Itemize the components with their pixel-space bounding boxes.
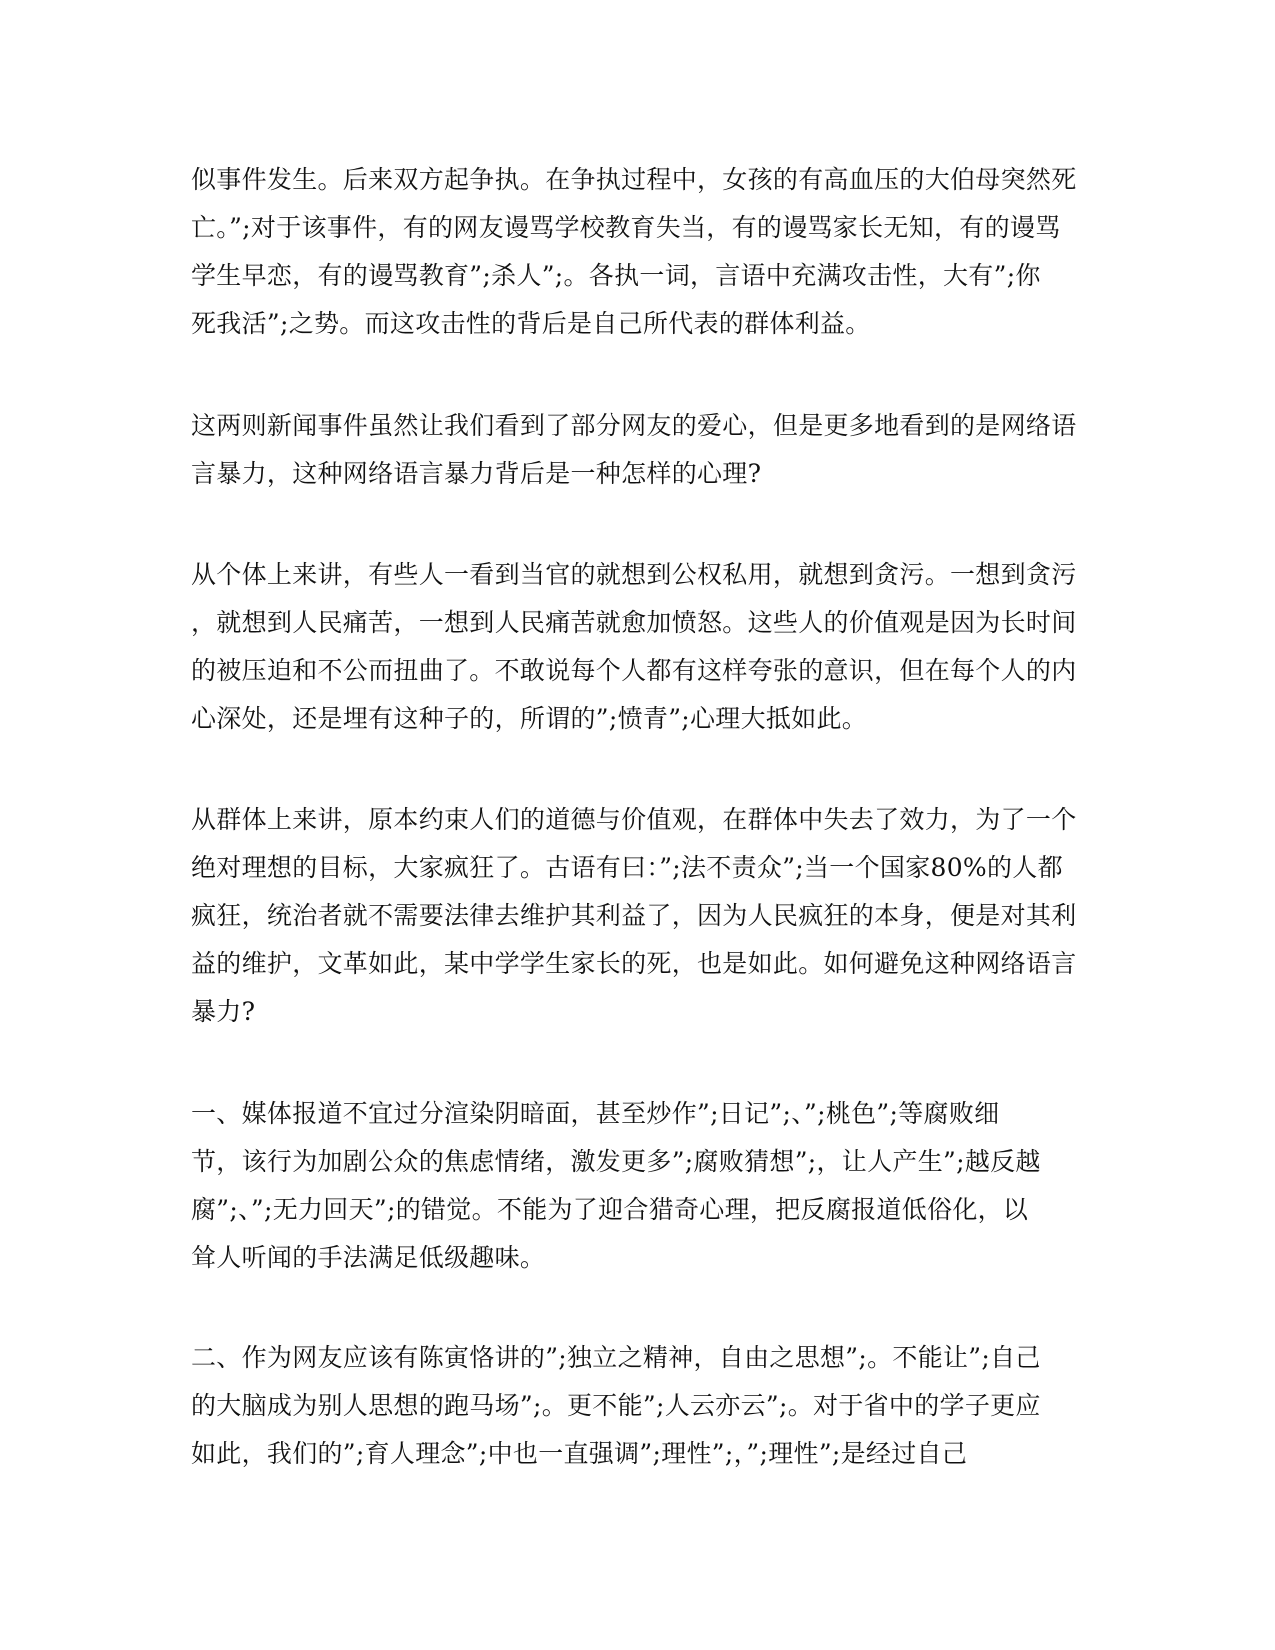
text-line: 一、媒体报道不宜过分渲染阴暗面，甚至炒作”;日记”;、”;桃色”;等腐败细 [191,1099,1000,1128]
paragraph-incident-dispute [191,156,1091,348]
text-line: 言暴力，这种网络语言暴力背后是一种怎样的心理? [191,459,762,488]
text-line: 死我活”;之势。而这攻击性的背后是自己所代表的群体利益。 [191,309,871,338]
paragraph-point-two [191,1334,1091,1478]
paragraph-individual-view [191,551,1091,743]
text-line: 如此，我们的”;育人理念”;中也一直强调”;理性”;，”;理性”;是经过自己 [191,1439,968,1468]
text-line: 亡。”;对于该事件，有的网友谩骂学校教育失当，有的谩骂家长无知，有的谩骂 [191,213,1061,242]
text-line: 疯狂，统治者就不需要法律去维护其利益了，因为人民疯狂的本身，便是对其利 [191,901,1077,930]
text-line: 益的维护，文革如此，某中学学生家长的死，也是如此。如何避免这种网络语言 [191,949,1077,978]
text-line: ，就想到人民痛苦，一想到人民痛苦就愈加愤怒。这些人的价值观是因为长时间 [191,608,1077,637]
text-line: 暴力? [191,997,256,1026]
text-line: 从个体上来讲，有些人一看到当官的就想到公权私用，就想到贪污。一想到贪污 [191,560,1077,589]
text-line: 这两则新闻事件虽然让我们看到了部分网友的爱心，但是更多地看到的是网络语 [191,411,1077,440]
paragraph-point-one [191,1090,1091,1282]
text-line: 的被压迫和不公而扭曲了。不敢说每个人都有这样夸张的意识，但在每个人的内 [191,656,1077,685]
paragraph-question [191,402,1091,498]
text-line: 二、作为网友应该有陈寅恪讲的”;独立之精神，自由之思想”;。不能让”;自己 [191,1343,1041,1372]
paragraph-group-view [191,796,1091,1036]
text-line: 绝对理想的目标，大家疯狂了。古语有曰：”;法不责众”;当一个国家80%的人都 [191,853,1063,882]
text-line: 腐”;、”;无力回天”;的错觉。不能为了迎合猎奇心理，把反腐报道低俗化，以 [191,1195,1029,1224]
text-line: 心深处，还是埋有这种子的，所谓的”;愤青”;心理大抵如此。 [191,704,868,733]
text-line: 的大脑成为别人思想的跑马场”;。更不能”;人云亦云”;。对于省中的学子更应 [191,1391,1041,1420]
text-line: 节，该行为加剧公众的焦虑情绪，激发更多”;腐败猜想”;，让人产生”;越反越 [191,1147,1041,1176]
text-line: 学生早恋，有的谩骂教育”;杀人”;。各执一词，言语中充满攻击性，大有”;你 [191,261,1041,290]
text-line: 耸人听闻的手法满足低级趣味。 [191,1243,546,1272]
text-line: 似事件发生。后来双方起争执。在争执过程中，女孩的有高血压的大伯母突然死 [191,165,1077,194]
text-line: 从群体上来讲，原本约束人们的道德与价值观，在群体中失去了效力，为了一个 [191,805,1077,834]
